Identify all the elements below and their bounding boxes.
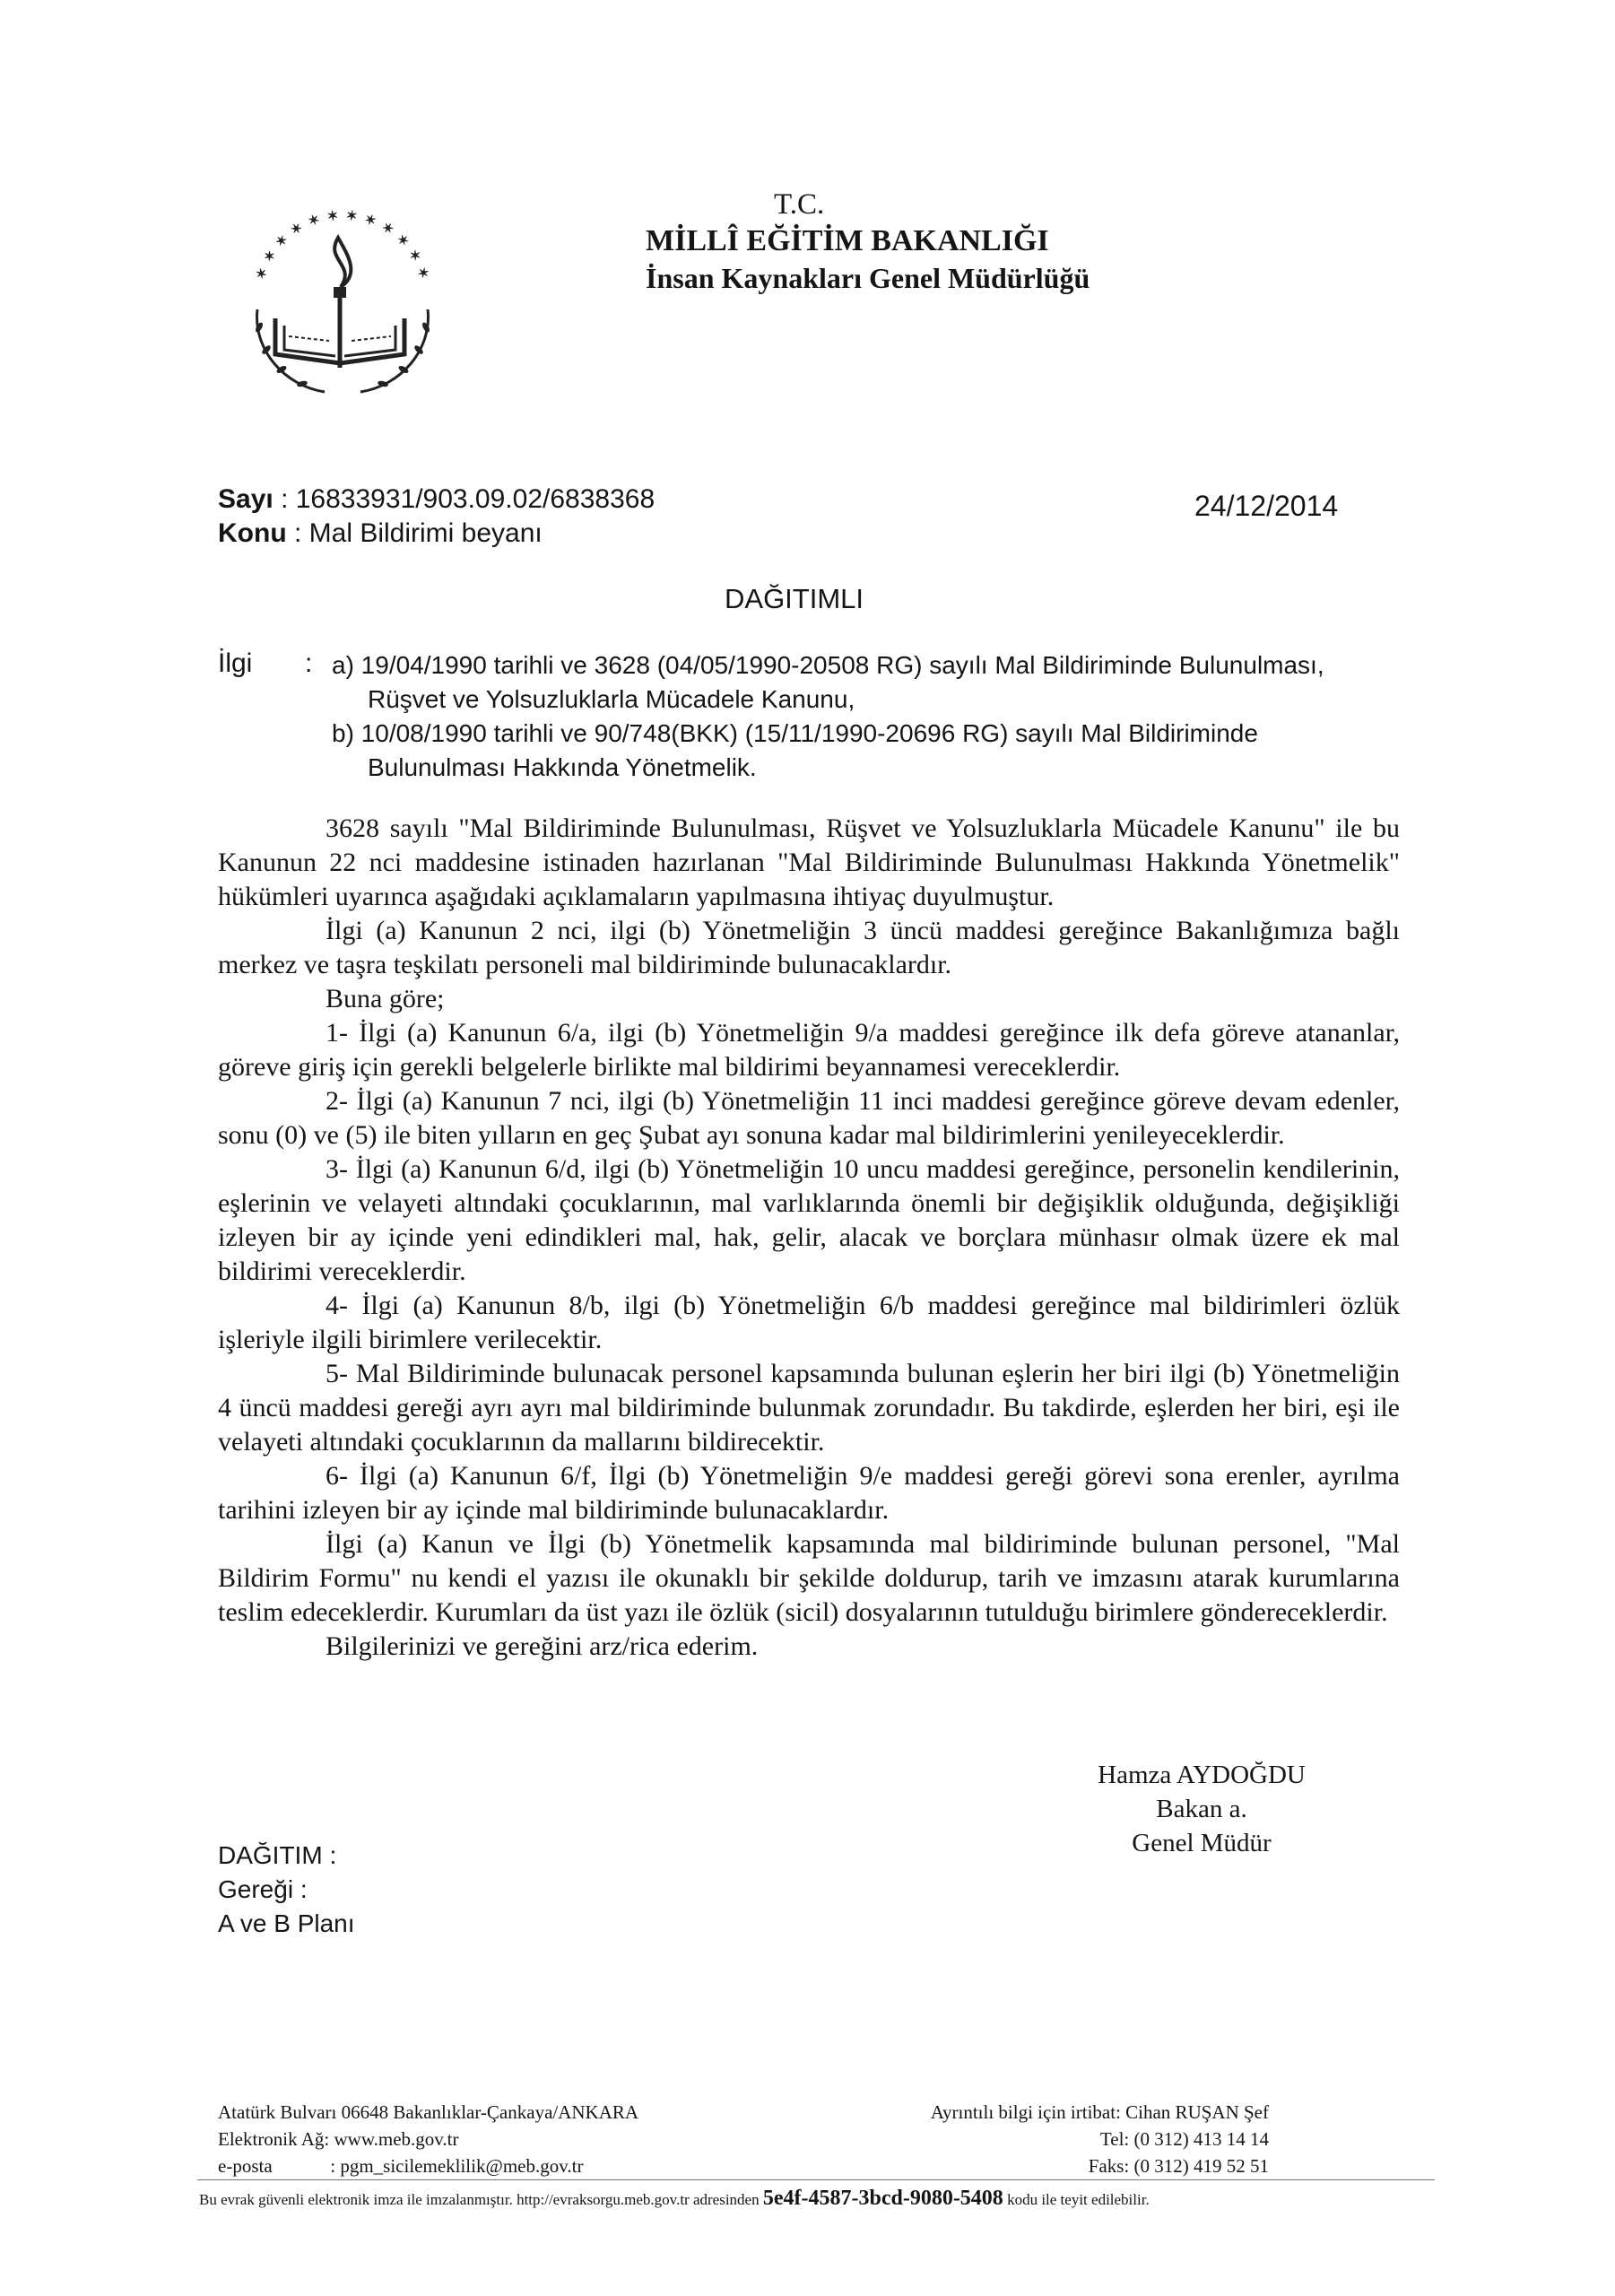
- verification-suffix: kodu ile teyit edilebilir.: [1007, 2191, 1150, 2208]
- footer-email-link[interactable]: : pgm_sicilemeklilik@meb.gov.tr: [330, 2155, 584, 2177]
- sayi-label: Sayı: [218, 484, 274, 514]
- distribution-heading: DAĞITIMLI: [725, 583, 864, 614]
- body-paragraph: 3628 sayılı "Mal Bildiriminde Bulunulması, Rüşvet ve Yolsuzluklarla Mücadele Kanunu" ile bu Kanunun 22 nci maddesine istinaden hazırlanan "Mal Bildiriminde Bulunulması Hakkında Yönetmelik" hükümleri uyarınca aşağıdaki açıklamaların yapılmasına ihtiyaç duyulmuştur.: [218, 813, 1400, 911]
- body-paragraph: 1- İlgi (a) Kanunun 6/a, ilgi (b) Yönetmeliğin 9/a maddesi gereğince ilk defa göreve atananlar, göreve giriş için gerekli belgelerle birlikte mal bildirimi beyannamesi vereceklerdir.: [218, 1018, 1400, 1082]
- body-paragraph: 3- İlgi (a) Kanunun 6/d, ilgi (b) Yönetmeliğin 10 uncu maddesi gereğince, personelin kendilerinin, eşlerinin ve velayeti altındaki çocuklarının, mal varlıklarında önemli bir değişiklik olduğunda, değişikliği izleyen bir ay içinde yeni edindikleri mal, hak, gelir, alacak ve borçlara münhasır olmak üzere ek mal bildirimi vereceklerdir.: [218, 1154, 1400, 1286]
- footer-address: Atatürk Bulvarı 06648 Bakanlıklar-Çankaya/ANKARA: [218, 2101, 639, 2123]
- ilgi-line: a) 19/04/1990 tarihli ve 3628 (04/05/1990-20508 RG) sayılı Mal Bildiriminde Bulunulması,: [332, 651, 1324, 679]
- body-paragraph: Bilgilerinizi ve gereğini arz/rica ederim.: [326, 1631, 759, 1661]
- letter-body: [218, 812, 1400, 1664]
- signature-block: [1040, 1758, 1363, 1860]
- footer-tel: Tel: (0 312) 413 14 14: [1099, 2128, 1269, 2150]
- header-department: İnsan Kaynakları Genel Müdürlüğü: [646, 262, 1090, 294]
- document-date: 24/12/2014: [1194, 490, 1339, 522]
- body-paragraph: 4- İlgi (a) Kanunun 8/b, ilgi (b) Yönetmeliğin 6/b maddesi gereğince mal bildirimleri özlük işleriyle ilgili birimlere verilecektir.: [218, 1291, 1400, 1354]
- footer-network-link[interactable]: www.meb.gov.tr: [334, 2128, 459, 2150]
- header-ministry: MİLLÎ EĞİTİM BAKANLIĞI: [646, 224, 1049, 257]
- ministry-seal-logo: [235, 184, 450, 399]
- footer-contact-block: [838, 2099, 1269, 2179]
- footer-email-label: e-posta: [218, 2155, 273, 2177]
- body-paragraph: Buna göre;: [326, 984, 445, 1013]
- subject-row: [218, 518, 543, 549]
- body-paragraph: İlgi (a) Kanunun 2 nci, ilgi (b) Yönetmeliğin 3 üncü maddesi gereğince Bakanlığımıza bağlı merkez ve taşra teşkilatı personeli mal bildiriminde bulunacaklardır.: [218, 916, 1400, 979]
- verification-line: [199, 2187, 1150, 2211]
- footer-fax: Faks: (0 312) 419 52 51: [1088, 2155, 1269, 2177]
- body-paragraph: 6- İlgi (a) Kanunun 6/f, İlgi (b) Yönetmeliğin 9/e maddesi gereği görevi sona erenler, ayrılma tarihini izleyen bir ay içinde mal bildiriminde bulunacaklardır.: [218, 1461, 1400, 1525]
- verification-prefix: Bu evrak güvenli elektronik imza ile imzalanmıştır. http://evraksorgu.meb.gov.tr adresinden: [199, 2191, 760, 2208]
- ilgi-line: b) 10/08/1990 tarihli ve 90/748(BKK) (15/11/1990-20696 RG) sayılı Mal Bildiriminde: [332, 719, 1258, 747]
- body-paragraph: İlgi (a) Kanun ve İlgi (b) Yönetmelik kapsamında mal bildiriminde bulunan personel, "Mal Bildirim Formu" nu kendi el yazısı ile okunaklı bir şekilde doldurup, tarih ve imzasını atarak kurumlarına teslim edeceklerdir. Kurumları da üst yazı ile özlük (sicil) dosyalarının tutulduğu birimlere göndereceklerdir.: [218, 1529, 1400, 1627]
- document-number-row: [218, 484, 655, 515]
- footer-address-block: [218, 2099, 638, 2179]
- konu-value: : Mal Bildirimi beyanı: [293, 518, 543, 548]
- footer-network-label: Elektronik Ağ:: [218, 2128, 330, 2150]
- footer-divider: [197, 2179, 1435, 2180]
- distribution-block: [218, 1839, 355, 1941]
- ilgi-label: İlgi: [218, 648, 253, 678]
- distribution-label: DAĞITIM :: [218, 1841, 337, 1869]
- ilgi-references: [332, 648, 1399, 785]
- header-country: T.C.: [774, 188, 825, 221]
- signatory-title: Genel Müdür: [1132, 1829, 1272, 1857]
- sayi-value: : 16833931/903.09.02/6838368: [281, 484, 656, 514]
- svg-text:✶ ✶ ✶ ✶ ✶ ✶ ✶ ✶ ✶ ✶ ✶ ✶: ✶ ✶ ✶ ✶ ✶ ✶ ✶ ✶ ✶ ✶ ✶ ✶: [254, 208, 432, 283]
- distribution-line: Gereği :: [218, 1875, 308, 1903]
- distribution-line: A ve B Planı: [218, 1909, 355, 1937]
- konu-label: Konu: [218, 518, 287, 548]
- signatory-name: Hamza AYDOĞDU: [1098, 1761, 1306, 1789]
- ilgi-line: Bulunulması Hakkında Yönetmelik.: [368, 753, 757, 781]
- footer-email: [218, 2152, 638, 2179]
- body-paragraph: 2- İlgi (a) Kanunun 7 nci, ilgi (b) Yönetmeliğin 11 inci maddesi gereğince göreve devam edenler, sonu (0) ve (5) ile biten yılların en geç Şubat ayı sonuna kadar mal bildirimlerini yenileyeceklerdir.: [218, 1086, 1400, 1150]
- signatory-line: Bakan a.: [1156, 1795, 1247, 1823]
- ilgi-line: Rüşvet ve Yolsuzluklarla Mücadele Kanunu,: [368, 685, 855, 713]
- body-paragraph: 5- Mal Bildiriminde bulunacak personel kapsamında bulunan eşlerin her biri ilgi (b) Yönetmeliğin 4 üncü maddesi gereği ayrı ayrı mal bildiriminde bulunmak zorundadır. Bu takdirde, eşlerden her biri, eşi ile velayeti altındaki çocuklarının da mallarını bildirecektir.: [218, 1359, 1400, 1457]
- footer-contact: Ayrıntılı bilgi için irtibat: Cihan RUŞAN Şef: [930, 2101, 1269, 2123]
- verification-code: 5e4f-4587-3bcd-9080-5408: [762, 2187, 1003, 2210]
- ilgi-colon: :: [305, 648, 313, 678]
- footer-network: [218, 2126, 638, 2152]
